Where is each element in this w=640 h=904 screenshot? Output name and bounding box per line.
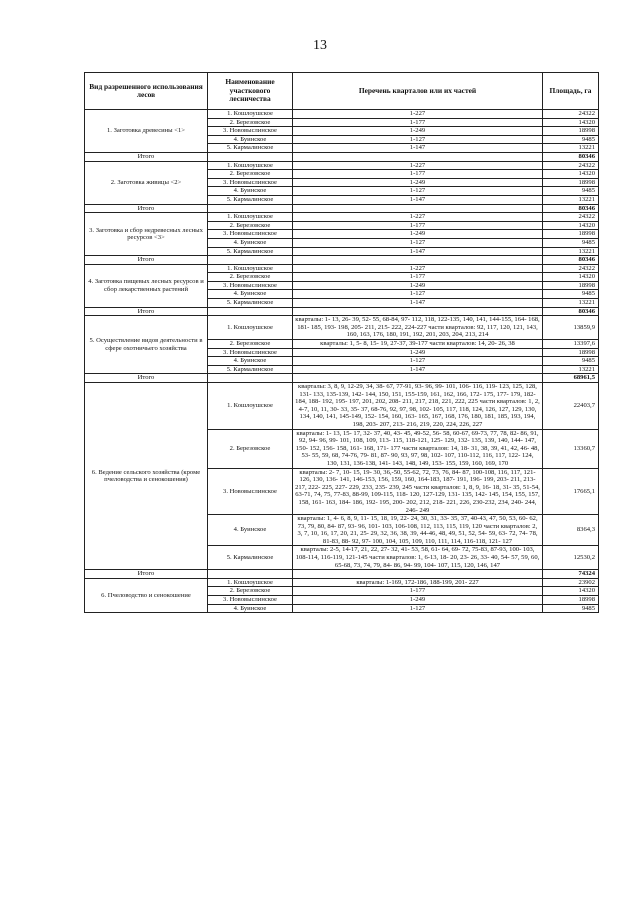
total-value: 74324 xyxy=(543,570,599,579)
blocks-cell: 1-127 xyxy=(293,135,543,144)
area-cell: 18998 xyxy=(543,348,599,357)
area-cell: 13221 xyxy=(543,247,599,256)
blocks-cell: 1-177 xyxy=(293,170,543,179)
area-cell: 14320 xyxy=(543,118,599,127)
use-type-cell: 6. Пчеловодство и сенокошение xyxy=(85,578,208,612)
area-cell: 9485 xyxy=(543,604,599,613)
total-label: Итого xyxy=(85,570,208,579)
forestry-cell: 5. Кармалинское xyxy=(208,546,293,570)
area-cell: 24322 xyxy=(543,161,599,170)
forestry-cell: 4. Буинское xyxy=(208,290,293,299)
blocks-cell: 1-147 xyxy=(293,247,543,256)
total-value: 80346 xyxy=(543,152,599,161)
table-row xyxy=(85,213,599,222)
forestry-cell: 3. Нововыслинское xyxy=(208,348,293,357)
forestry-cell: 2. Березовское xyxy=(208,118,293,127)
forestry-cell: 2. Березовское xyxy=(208,429,293,468)
total-label: Итого xyxy=(85,204,208,213)
total-row xyxy=(85,204,599,213)
area-cell: 9485 xyxy=(543,290,599,299)
use-type-cell: 4. Заготовка пищевых лесных ресурсов и сбор лекарственных растений xyxy=(85,264,208,307)
blocks-cell: 1-249 xyxy=(293,348,543,357)
area-cell: 8364,3 xyxy=(543,515,599,546)
area-cell: 13221 xyxy=(543,144,599,153)
blocks-cell: кварталы: 1, 5- 8, 15- 19, 27-37, 39-177 части кварталов: 14, 20- 26, 38 xyxy=(293,340,543,349)
header-area: Площадь, га xyxy=(543,73,599,110)
blocks-cell: 1-127 xyxy=(293,238,543,247)
forestry-cell: 3. Нововыслинское xyxy=(208,468,293,515)
empty-cell xyxy=(208,152,293,161)
empty-cell xyxy=(208,307,293,316)
total-value: 68961,5 xyxy=(543,374,599,383)
blocks-cell: кварталы: 1- 13, 15- 17, 32- 37, 40, 43- 45, 49-52, 56- 58, 60-67, 69-73, 77, 78, 82- 86, 91, 92, 94- 96, 99- 101, 108, 109, 113- 115, 118-121, 125- 129, 132- 135, 139, 140, 144- 147, 150- 152, 156- 158, 161- 168, 171- 177 части кварталов: 14, 18- 31, 38, 39, 41, 42, 46- 48, 53- 55, 59, 68, 74-76, 79- 81, 87- 90, 93, 97, 98, 102- 107, 110-112, 116, 117, 122- 124, 130, 131, 136-138, 141- 143, 148, 149, 153- 155, 159, 160, 169, 170 xyxy=(293,429,543,468)
forestry-cell: 2. Березовское xyxy=(208,221,293,230)
forestry-cell: 4. Буинское xyxy=(208,357,293,366)
blocks-cell: 1-249 xyxy=(293,596,543,605)
blocks-cell: 1-177 xyxy=(293,587,543,596)
forestry-cell: 1. Кошлоушское xyxy=(208,578,293,587)
blocks-cell: 1-147 xyxy=(293,144,543,153)
total-value: 80346 xyxy=(543,204,599,213)
empty-cell xyxy=(208,570,293,579)
empty-cell xyxy=(293,307,543,316)
area-cell: 13397,6 xyxy=(543,340,599,349)
blocks-cell: кварталы: 2- 7, 10- 15, 19- 30, 36,-50, 55-62, 72, 73, 76, 84- 87, 100-108, 116, 117, 121-126, 130, 136- 141, 146-153, 156, 159, 160, 164-183, 187- 191, 196- 199, 203- 211, 213- 217, 222- 225, 227- 229, 233, 235- 239, 245 части кварталов: 1, 8, 9, 16- 18, 31- 35, 51-54, 63-71, 74, 75, 77-83, 88-99, 109-115, 118- 120, 127-129, 131- 135, 142- 145, 154, 155, 157, 158, 161- 163, 184- 186, 192- 195, 200- 202, 212, 218- 221, 226, 230-232, 234, 240- 244, 246- 249 xyxy=(293,468,543,515)
header-forestry: Наименование участкового лесничества xyxy=(208,73,293,110)
area-cell: 18998 xyxy=(543,127,599,136)
forestry-cell: 5. Кармалинское xyxy=(208,195,293,204)
table-body xyxy=(85,110,599,613)
blocks-cell: 1-177 xyxy=(293,221,543,230)
area-cell: 22403,7 xyxy=(543,383,599,430)
total-label: Итого xyxy=(85,152,208,161)
blocks-cell: 1-147 xyxy=(293,365,543,374)
area-cell: 23902 xyxy=(543,578,599,587)
area-cell: 13221 xyxy=(543,299,599,308)
area-cell: 13859,9 xyxy=(543,316,599,340)
blocks-cell: 1-249 xyxy=(293,127,543,136)
forestry-cell: 1. Кошлоушское xyxy=(208,213,293,222)
blocks-cell: 1-249 xyxy=(293,230,543,239)
forestry-cell: 1. Кошлоушское xyxy=(208,161,293,170)
empty-cell xyxy=(208,374,293,383)
area-cell: 24322 xyxy=(543,213,599,222)
forestry-cell: 2. Березовское xyxy=(208,273,293,282)
area-cell: 12530,2 xyxy=(543,546,599,570)
area-cell: 13221 xyxy=(543,365,599,374)
forest-use-table xyxy=(84,72,599,613)
header-use-type: Вид разрешенного использования лесов xyxy=(85,73,208,110)
total-label: Итого xyxy=(85,374,208,383)
blocks-cell: кварталы: 1-169, 172-186, 188-199, 201- 227 xyxy=(293,578,543,587)
area-cell: 17665,1 xyxy=(543,468,599,515)
forestry-cell: 1. Кошлоушское xyxy=(208,264,293,273)
blocks-cell: 1-177 xyxy=(293,273,543,282)
page-number: 13 xyxy=(313,38,327,53)
empty-cell xyxy=(293,374,543,383)
total-row xyxy=(85,374,599,383)
total-row xyxy=(85,307,599,316)
header-blocks: Перечень кварталов или их частей xyxy=(293,73,543,110)
total-row xyxy=(85,152,599,161)
total-label: Итого xyxy=(85,307,208,316)
forestry-cell: 1. Кошлоушское xyxy=(208,383,293,430)
forestry-cell: 1. Кошлоушское xyxy=(208,316,293,340)
empty-cell xyxy=(293,152,543,161)
forestry-cell: 3. Нововыслинское xyxy=(208,596,293,605)
area-cell: 9485 xyxy=(543,238,599,247)
blocks-cell: кварталы: 3, 8, 9, 12-29, 34, 38- 67, 77-91, 93- 96, 99- 101, 106- 116, 119- 123, 125, 128, 131- 133, 135-139, 142- 144, 150, 151, 155-159, 161, 162, 166, 172- 175, 177- 179, 182- 184, 188- 192, 195- 197, 201, 202, 208- 211, 217, 218, 221, 222, 225 части кварталов: 1, 2, 4-7, 10, 11, 30- 33, 35- 37, 68-76, 92, 97, 98, 102- 105, 117, 118, 124, 126, 127, 129, 130, 134, 140, 141, 145-149, 152- 154, 160, 163- 165, 167, 168, 176, 180, 181, 185, 193, 194, 198, 203- 207, 213- 216, 219, 220, 224, 226, 227 xyxy=(293,383,543,430)
use-type-cell: 5. Осуществление видов деятельности в сфере охотничьего хозяйства xyxy=(85,316,208,374)
area-cell: 9485 xyxy=(543,135,599,144)
table-row xyxy=(85,110,599,119)
empty-cell xyxy=(293,204,543,213)
area-cell: 14320 xyxy=(543,587,599,596)
blocks-cell: кварталы: 1, 4- 6, 8, 9, 11- 15, 18, 19, 22- 24, 30, 31, 33- 35, 37, 40-43, 47, 50, 53, 60- 62, 73, 79, 80, 84- 87, 93- 96, 101- 103, 106-108, 112, 113, 115, 119, 120 части кварталов: 2, 3, 7, 10, 16, 17, 20, 21, 25- 29, 32, 36, 38, 39, 44-46, 48, 49, 51, 52, 54- 59, 63- 72, 74- 78, 81-83, 88- 92, 97- 100, 104, 105, 109, 110, 111, 114, 116-118, 121- 127 xyxy=(293,515,543,546)
blocks-cell: 1-249 xyxy=(293,178,543,187)
area-cell: 18998 xyxy=(543,281,599,290)
table-row xyxy=(85,316,599,340)
total-row xyxy=(85,256,599,265)
forestry-cell: 2. Березовское xyxy=(208,587,293,596)
blocks-cell: 1-127 xyxy=(293,290,543,299)
forestry-cell: 3. Нововыслинское xyxy=(208,127,293,136)
forestry-cell: 4. Буинское xyxy=(208,515,293,546)
forestry-cell: 1. Кошлоушское xyxy=(208,110,293,119)
use-type-cell: 1. Заготовка древесины <1> xyxy=(85,110,208,153)
area-cell: 9485 xyxy=(543,187,599,196)
total-label: Итого xyxy=(85,256,208,265)
area-cell: 13360,7 xyxy=(543,429,599,468)
use-type-cell: 2. Заготовка живицы <2> xyxy=(85,161,208,204)
blocks-cell: 1-147 xyxy=(293,195,543,204)
empty-cell xyxy=(208,256,293,265)
use-type-cell: 3. Заготовка и сбор недревесных лесных ресурсов <3> xyxy=(85,213,208,256)
blocks-cell: 1-227 xyxy=(293,264,543,273)
forestry-cell: 4. Буинское xyxy=(208,604,293,613)
forestry-cell: 2. Березовское xyxy=(208,340,293,349)
area-cell: 14320 xyxy=(543,273,599,282)
area-cell: 18998 xyxy=(543,178,599,187)
empty-cell xyxy=(293,256,543,265)
blocks-cell: 1-227 xyxy=(293,161,543,170)
blocks-cell: 1-127 xyxy=(293,187,543,196)
total-value: 80346 xyxy=(543,307,599,316)
use-type-cell: 6. Ведение сельского хозяйства (кроме пчеловодства и сенокошения) xyxy=(85,383,208,570)
blocks-cell: 1-177 xyxy=(293,118,543,127)
table-row xyxy=(85,578,599,587)
blocks-cell: 1-147 xyxy=(293,299,543,308)
forestry-cell: 3. Нововыслинское xyxy=(208,230,293,239)
blocks-cell: кварталы: 1- 13, 26- 39, 52- 55, 68-84, 97- 112, 118, 122-135, 140, 141, 144-155, 164- 168, 181- 185, 193- 198, 205- 211, 215- 222, 224-227 части кварталов: 92, 117, 120, 121, 143, 160, 163, 176, 180, 191, 192, 201, 203, 204, 213, 214 xyxy=(293,316,543,340)
area-cell: 14320 xyxy=(543,170,599,179)
table-row xyxy=(85,264,599,273)
forestry-cell: 2. Березовское xyxy=(208,170,293,179)
forestry-cell: 5. Кармалинское xyxy=(208,247,293,256)
empty-cell xyxy=(293,570,543,579)
total-value: 80346 xyxy=(543,256,599,265)
forestry-cell: 3. Нововыслинское xyxy=(208,281,293,290)
empty-cell xyxy=(208,204,293,213)
blocks-cell: 1-249 xyxy=(293,281,543,290)
forestry-cell: 5. Кармалинское xyxy=(208,144,293,153)
table-row xyxy=(85,161,599,170)
forestry-cell: 4. Буинское xyxy=(208,187,293,196)
area-cell: 18998 xyxy=(543,596,599,605)
forestry-cell: 4. Буинское xyxy=(208,135,293,144)
blocks-cell: 1-127 xyxy=(293,604,543,613)
blocks-cell: 1-227 xyxy=(293,213,543,222)
blocks-cell: кварталы: 2-5, 14-17, 21, 22, 27- 32, 41- 53, 58, 61- 64, 69- 72, 75-83, 87-93, 100- 103, 108-114, 116-119, 121-145 части кварталов: 1, 6-13, 18- 20, 23- 26, 33- 40, 54- 57, 59, 60, 65-68, 73, 74, 79, 84- 86, 94- 99, 104- 107, 115, 120, 146, 147 xyxy=(293,546,543,570)
total-row xyxy=(85,570,599,579)
area-cell: 24322 xyxy=(543,110,599,119)
area-cell: 13221 xyxy=(543,195,599,204)
area-cell: 9485 xyxy=(543,357,599,366)
blocks-cell: 1-227 xyxy=(293,110,543,119)
area-cell: 24322 xyxy=(543,264,599,273)
table-header-row xyxy=(85,73,599,110)
forestry-cell: 5. Кармалинское xyxy=(208,365,293,374)
forestry-cell: 5. Кармалинское xyxy=(208,299,293,308)
table-row xyxy=(85,383,599,430)
forestry-cell: 4. Буинское xyxy=(208,238,293,247)
blocks-cell: 1-127 xyxy=(293,357,543,366)
area-cell: 14320 xyxy=(543,221,599,230)
area-cell: 18998 xyxy=(543,230,599,239)
forestry-cell: 3. Нововыслинское xyxy=(208,178,293,187)
